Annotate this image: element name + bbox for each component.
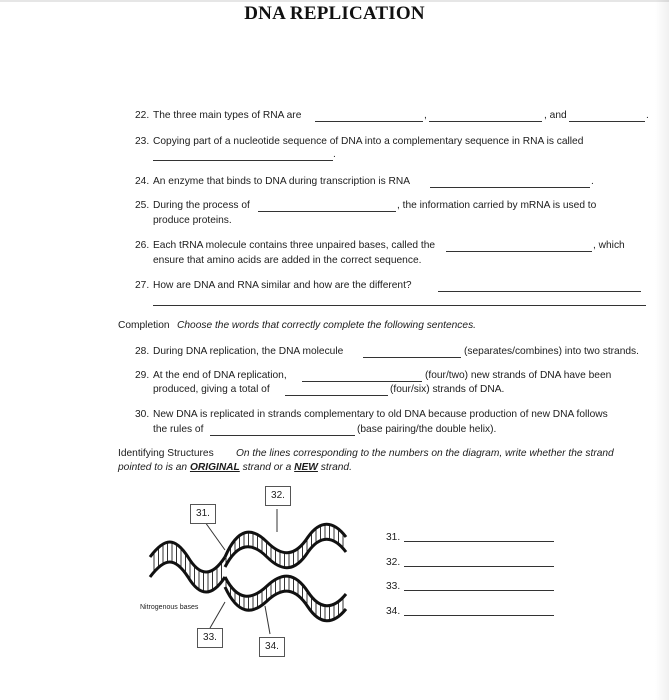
- parental-helix: [150, 542, 225, 592]
- q22-number: 22.: [135, 110, 150, 121]
- identifying-instructions-b: pointed to is an ORIGINAL strand or a NEW strand.: [118, 462, 352, 473]
- answer-34-blank[interactable]: [404, 615, 554, 616]
- q29-blank-2[interactable]: [285, 395, 388, 396]
- q29-number: 29.: [135, 370, 150, 381]
- q25-blank[interactable]: [258, 211, 396, 212]
- page-title: DNA REPLICATION: [244, 3, 425, 24]
- q24-text: An enzyme that binds to DNA during transcription is RNA: [153, 176, 411, 187]
- q26-number: 26.: [135, 240, 150, 251]
- q22-text: The three main types of RNA are: [153, 110, 302, 121]
- q25-text-b: , the information carried by mRNA is used to: [397, 200, 597, 211]
- q28-blank[interactable]: [363, 357, 461, 358]
- q25-number: 25.: [135, 200, 150, 211]
- answer-32-label: 32.: [386, 557, 401, 568]
- q29-text-b: produced, giving a total of: [153, 384, 270, 395]
- q23-text: Copying part of a nucleotide sequence of DNA into a complementary sequence in RNA is called: [153, 136, 584, 147]
- completion-instructions: Choose the words that correctly complete the following sentences.: [177, 320, 476, 331]
- q30-choice: (base pairing/the double helix).: [357, 424, 497, 435]
- q24-period: .: [591, 176, 594, 187]
- page-edge-shadow: [655, 0, 669, 700]
- q25-text-c: produce proteins.: [153, 215, 232, 226]
- dna-replication-diagram: [130, 482, 360, 662]
- q26-text-a: Each tRNA molecule contains three unpaired bases, called the: [153, 240, 436, 251]
- q27-blank-1[interactable]: [438, 291, 641, 292]
- q23-number: 23.: [135, 136, 150, 147]
- q22-blank-2[interactable]: [429, 121, 542, 122]
- leader-33: [210, 602, 225, 628]
- q28-choice: (separates/combines) into two strands.: [464, 346, 639, 357]
- q26-blank[interactable]: [446, 251, 592, 252]
- q30-text-b: the rules of: [153, 424, 204, 435]
- identifying-instructions-a: On the lines corresponding to the numbers on the diagram, write whether the strand: [236, 448, 614, 459]
- q29-text-a: At the end of DNA replication,: [153, 370, 287, 381]
- q27-number: 27.: [135, 280, 150, 291]
- leader-34: [265, 606, 270, 634]
- diagram-label-32: 32.: [265, 486, 291, 506]
- answer-34-label: 34.: [386, 606, 401, 617]
- leader-31: [205, 522, 225, 550]
- q30-number: 30.: [135, 409, 150, 420]
- q29-choice-b: (four/six) strands of DNA.: [390, 384, 505, 395]
- lower-daughter-helix: [225, 576, 346, 621]
- q30-text-a: New DNA is replicated in strands complementary to old DNA because production of new DNA follows: [153, 409, 608, 420]
- q28-number: 28.: [135, 346, 150, 357]
- q29-choice-a: (four/two) new strands of DNA have been: [425, 370, 612, 381]
- identifying-heading: Identifying Structures: [118, 448, 214, 459]
- q27-text: How are DNA and RNA similar and how are the different?: [153, 280, 412, 291]
- answer-31-blank[interactable]: [404, 541, 554, 542]
- q22-blank-1[interactable]: [315, 121, 423, 122]
- answer-31-label: 31.: [386, 532, 401, 543]
- page-top-edge: [0, 0, 669, 2]
- diagram-label-31: 31.: [190, 504, 216, 524]
- q22-comma: ,: [424, 110, 427, 121]
- q25-text-a: During the process of: [153, 200, 250, 211]
- answer-32-blank[interactable]: [404, 566, 554, 567]
- q29-blank-1[interactable]: [302, 381, 422, 382]
- q23-period: .: [333, 149, 336, 160]
- answer-33-label: 33.: [386, 581, 401, 592]
- diagram-label-34: 34.: [259, 637, 285, 657]
- q24-blank[interactable]: [430, 187, 590, 188]
- new-keyword: NEW: [294, 462, 318, 473]
- original-keyword: ORIGINAL: [189, 462, 240, 473]
- q26-text-c: ensure that amino acids are added in the correct sequence.: [153, 255, 422, 266]
- q22-and: , and: [544, 110, 567, 121]
- dna-helix-illustration: [130, 482, 360, 662]
- q27-blank-2[interactable]: [153, 305, 646, 306]
- diagram-label-33: 33.: [197, 628, 223, 648]
- q23-blank[interactable]: [153, 160, 333, 161]
- q30-blank[interactable]: [210, 435, 355, 436]
- q22-period: .: [646, 110, 649, 121]
- q26-text-b: , which: [593, 240, 625, 251]
- q24-number: 24.: [135, 176, 150, 187]
- answer-33-blank[interactable]: [404, 590, 554, 591]
- upper-daughter-helix: [225, 524, 346, 567]
- q22-blank-3[interactable]: [569, 121, 645, 122]
- completion-heading: Completion: [118, 320, 170, 331]
- nitrogenous-bases-caption: Nitrogenous bases: [140, 604, 199, 611]
- q28-text: During DNA replication, the DNA molecule: [153, 346, 344, 357]
